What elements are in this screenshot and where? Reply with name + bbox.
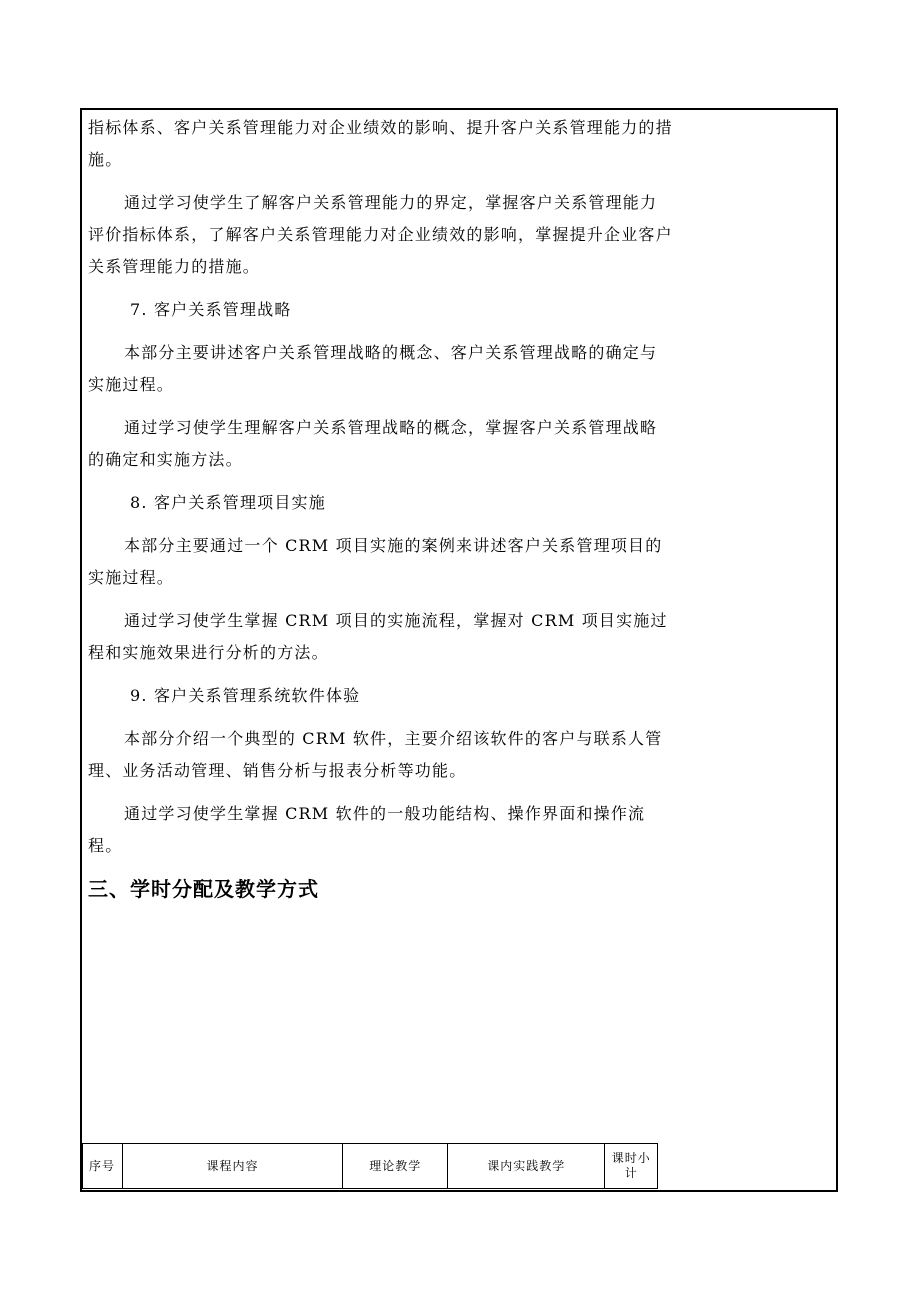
header-course-content: 课程内容 <box>122 1144 343 1189</box>
body-content <box>88 112 674 905</box>
item-heading-9: 9. 客户关系管理系统软件体验 <box>130 686 361 705</box>
item-heading-8: 8. 客户关系管理项目实施 <box>130 493 326 512</box>
paragraph-project-content: 本部分主要通过一个 CRM 项目实施的案例来讲述客户关系管理项目的实施过程。 <box>88 536 663 587</box>
paragraph-strategy-goals: 通过学习使学生理解客户关系管理战略的概念，掌握客户关系管理战略的确定和实施方法。 <box>88 418 658 469</box>
item-heading-7: 7. 客户关系管理战略 <box>130 300 292 319</box>
table-header-row <box>83 1144 658 1189</box>
paragraph-capability-continued: 指标体系、客户关系管理能力对企业绩效的影响、提升客户关系管理能力的措施。 <box>88 118 673 169</box>
header-practice: 课内实践教学 <box>448 1144 605 1189</box>
paragraph-capability-goals: 通过学习使学生了解客户关系管理能力的界定，掌握客户关系管理能力评价指标体系，了解客户关系管理能力对企业绩效的影响，掌握提升企业客户关系管理能力的措施。 <box>88 193 673 276</box>
section-title-hours: 三、学时分配及教学方式 <box>88 877 319 901</box>
paragraph-software-goals: 通过学习使学生掌握 CRM 软件的一般功能结构、操作界面和操作流程。 <box>88 804 646 855</box>
paragraph-strategy-content: 本部分主要讲述客户关系管理战略的概念、客户关系管理战略的确定与实施过程。 <box>88 343 658 394</box>
header-seq: 序号 <box>83 1144 123 1189</box>
paragraph-software-content: 本部分介绍一个典型的 CRM 软件，主要介绍该软件的客户与联系人管理、业务活动管理、销售分析与报表分析等功能。 <box>88 729 663 780</box>
paragraph-project-goals: 通过学习使学生掌握 CRM 项目的实施流程，掌握对 CRM 项目实施过程和实施效果进行分析的方法。 <box>88 611 668 662</box>
hours-allocation-table <box>82 1143 658 1189</box>
header-theory: 理论教学 <box>343 1144 448 1189</box>
header-subtotal: 课时小计 <box>605 1144 658 1189</box>
